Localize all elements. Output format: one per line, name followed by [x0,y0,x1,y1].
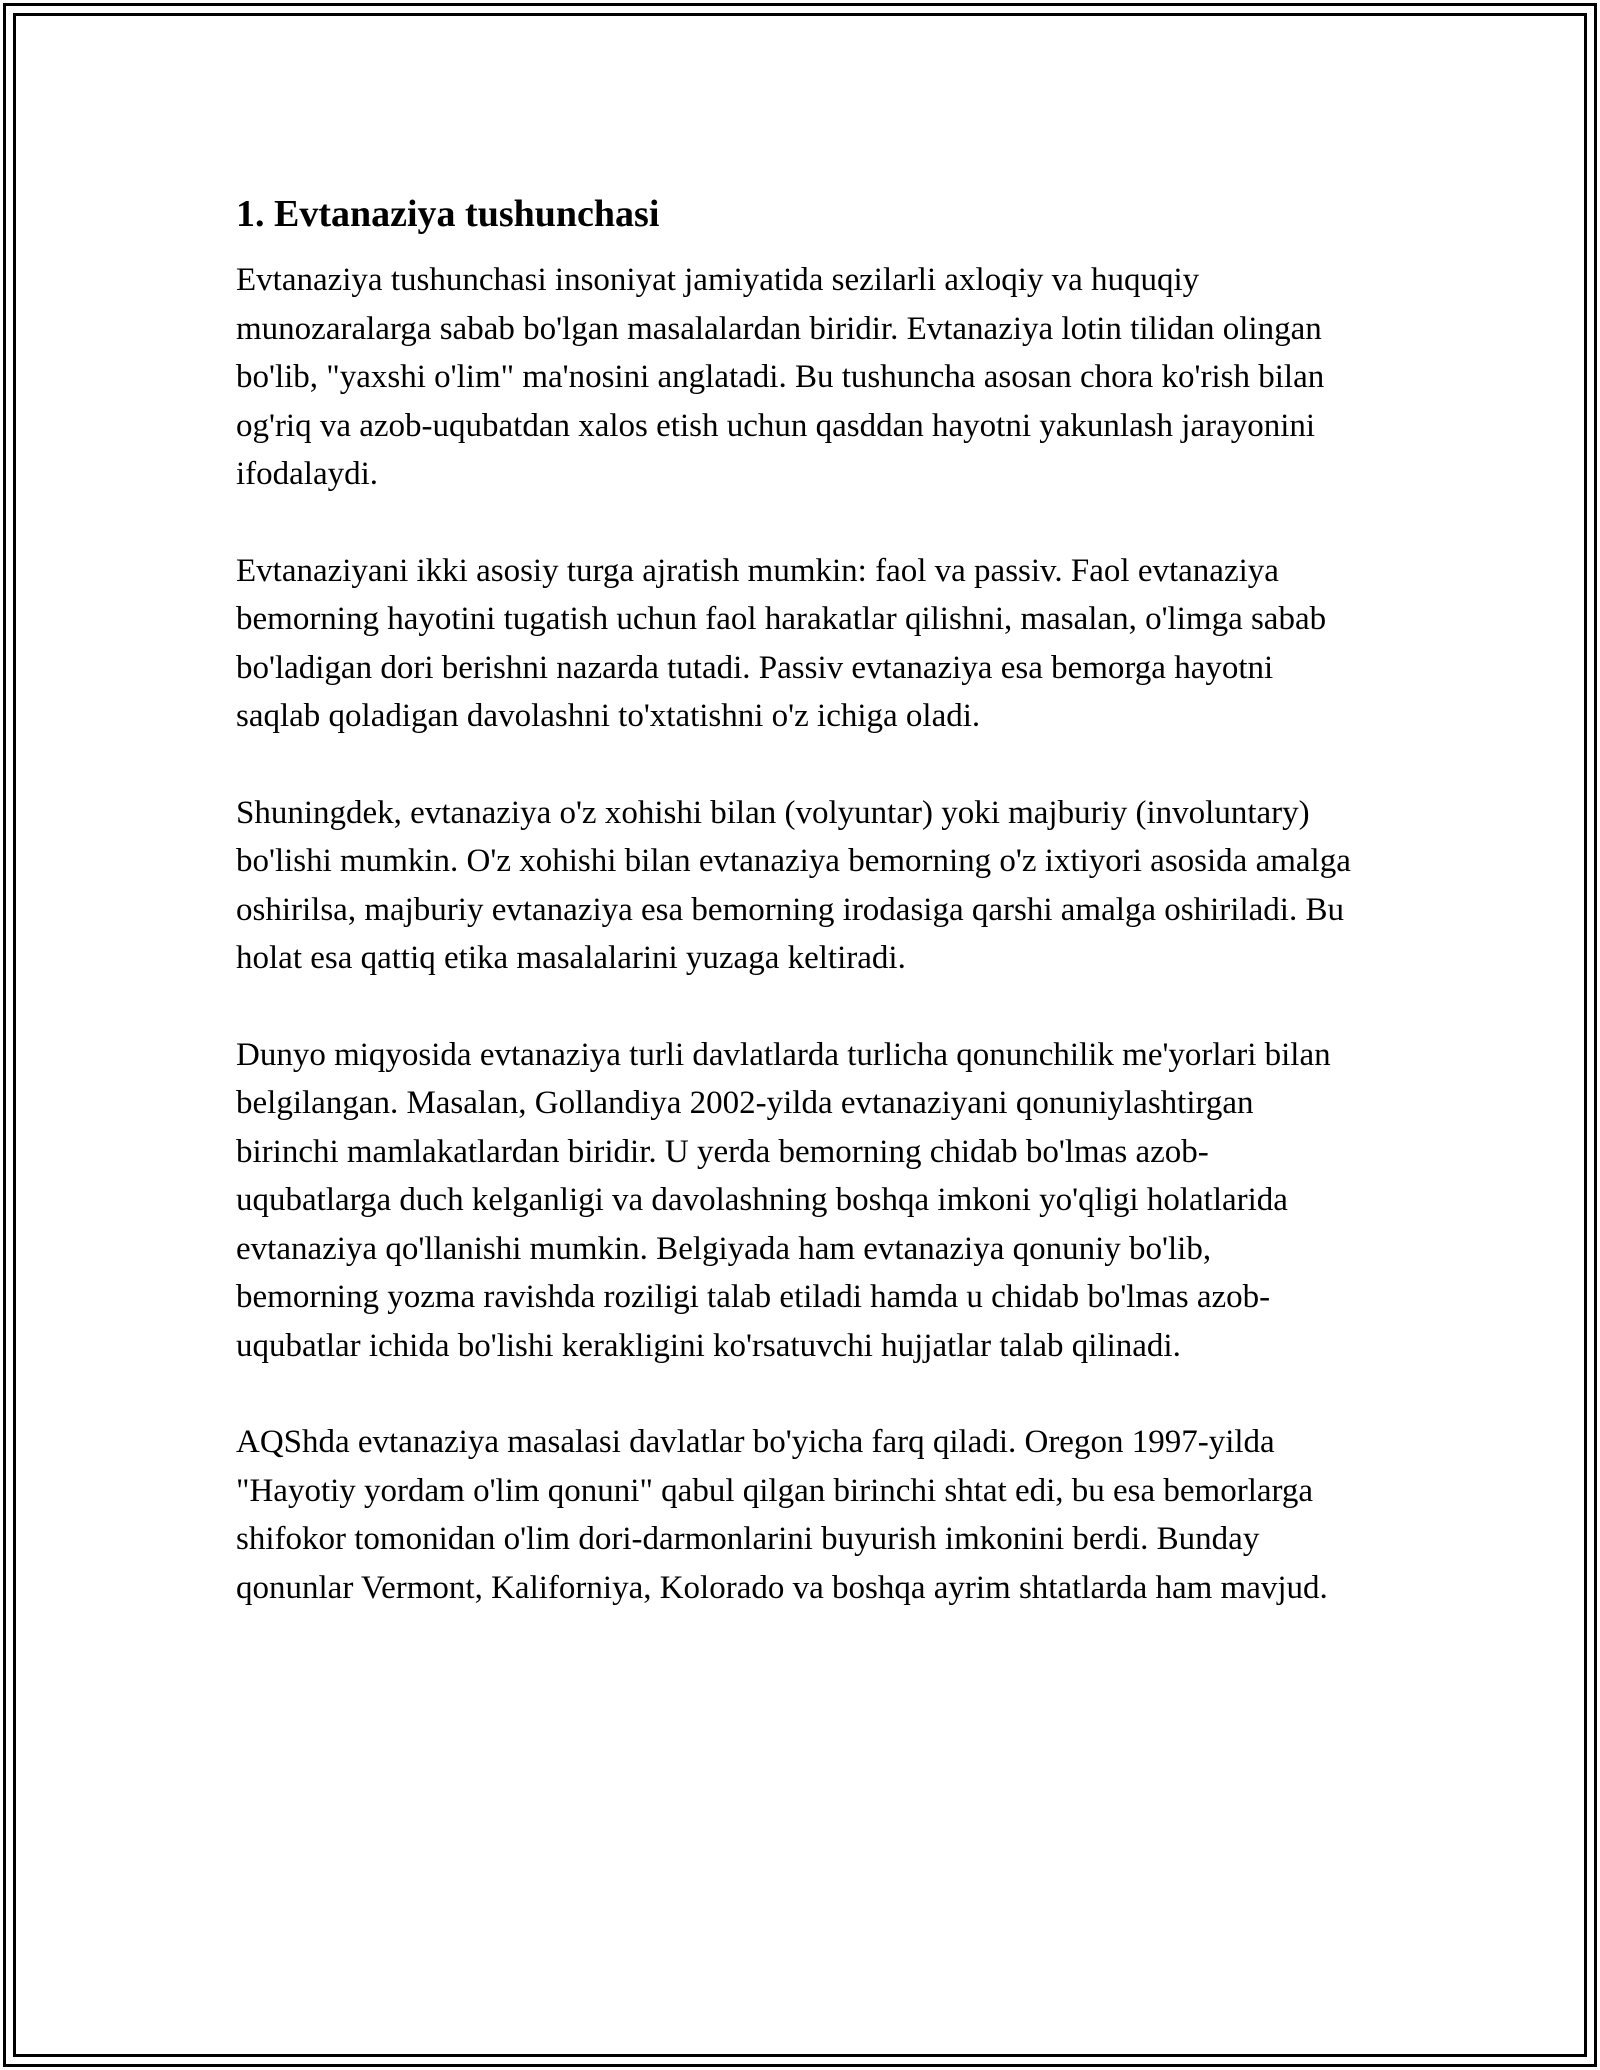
section-heading: 1. Evtanaziya tushunchasi [236,193,660,235]
paragraph-definition: Evtanaziya tushunchasi insoniyat jamiyatida sezilarli axloqiy va huquqiy munozaralarga sabab bo'lgan masalalardan biridir. Evtanaziya lotin tilidan olingan bo'lib, "yaxshi o'lim" ma'nosini anglatadi. Bu tushuncha asosan chora ko'rish bilan og'riq va azob-uqubatdan xalos etish uchun qasddan hayotni yakunlash jarayonini ifodalaydi. [236,262,1325,492]
paragraph-voluntary: Shuningdek, evtanaziya o'z xohishi bilan (volyuntar) yoki majburiy (involuntary) bo'lishi mumkin. O'z xohishi bilan evtanaziya bemorning o'z ixtiyori asosida amalga oshirilsa, majburiy evtanaziya esa bemorning irodasiga qarshi amalga oshiriladi. Bu holat esa qattiq etika masalalarini yuzaga keltiradi. [236,794,1351,976]
paragraph-types: Evtanaziyani ikki asosiy turga ajratish mumkin: faol va passiv. Faol evtanaziya bemorning hayotini tugatish uchun faol harakatlar qilishni, masalan, o'limga sabab bo'ladigan dori berishni nazarda tutadi. Passiv evtanaziya esa bemorga hayotni saqlab qoladigan davolashni to'xtatishni o'z ichiga oladi. [236,552,1327,734]
paragraph-usa: AQShda evtanaziya masalasi davlatlar bo'yicha farq qiladi. Oregon 1997-yilda "Hayotiy yordam o'lim qonuni" qabul qilgan birinchi shtat edi, bu esa bemorlarga shifokor tomonidan o'lim dori-darmonlarini buyurish imkonini berdi. Bunday qonunlar Vermont, Kaliforniya, Kolorado va boshqa ayrim shtatlarda ham mavjud. [236,1424,1328,1606]
paragraph-world-laws: Dunyo miqyosida evtanaziya turli davlatlarda turlicha qonunchilik me'yorlari bilan belgilangan. Masalan, Gollandiya 2002-yilda evtanaziyani qonuniylashtirgan birinchi mamlakatlardan biridir. U yerda bemorning chidab bo'lmas azob-uqubatlarga duch kelganligi va davolashning boshqa imkoni yo'qligi holatlarida evtanaziya qo'llanishi mumkin. Belgiyada ham evtanaziya qonuniy bo'lib, bemorning yozma ravishda roziligi talab etiladi hamda u chidab bo'lmas azob-uqubatlar ichida bo'lishi kerakligini ko'rsatuvchi hujjatlar talab qilinadi. [236,1036,1331,1364]
document-body [236,186,1360,1660]
